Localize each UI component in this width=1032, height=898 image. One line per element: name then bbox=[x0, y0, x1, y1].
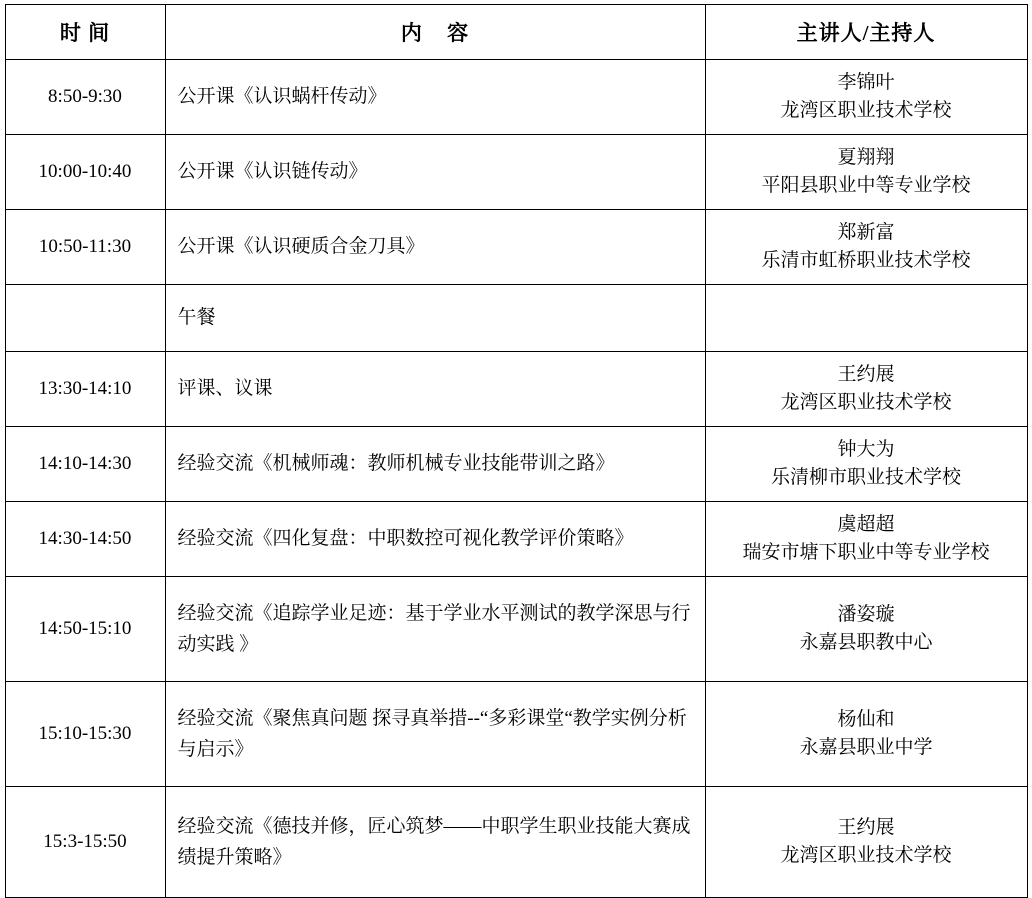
cell-time: 13:30-14:10 bbox=[5, 352, 165, 427]
cell-speaker bbox=[705, 577, 1027, 682]
table-row bbox=[5, 210, 1027, 285]
cell-time: 15:3-15:50 bbox=[5, 787, 165, 898]
column-header-time: 时 间 bbox=[5, 5, 165, 60]
column-header-speaker: 主讲人/主持人 bbox=[705, 5, 1027, 60]
cell-content: 评课、议课 bbox=[165, 352, 705, 427]
table-row bbox=[5, 60, 1027, 135]
cell-speaker bbox=[705, 210, 1027, 285]
table-header bbox=[5, 5, 1027, 60]
cell-speaker bbox=[705, 135, 1027, 210]
cell-content: 经验交流《追踪学业足迹：基于学业水平测试的教学深思与行动实践 》 bbox=[165, 577, 705, 682]
cell-time: 10:50-11:30 bbox=[5, 210, 165, 285]
cell-speaker bbox=[705, 502, 1027, 577]
speaker-org: 龙湾区职业技术学校 bbox=[780, 100, 952, 121]
speaker-name: 夏翔翔 bbox=[837, 147, 895, 169]
speaker-org: 永嘉县职教中心 bbox=[799, 632, 933, 653]
cell-speaker bbox=[705, 427, 1027, 502]
speaker-org: 龙湾区职业技术学校 bbox=[780, 392, 952, 413]
table-row bbox=[5, 135, 1027, 210]
table-row bbox=[5, 682, 1027, 787]
speaker-name: 虞超超 bbox=[837, 514, 895, 536]
table-row bbox=[5, 427, 1027, 502]
table-body bbox=[5, 60, 1027, 898]
table-row bbox=[5, 787, 1027, 898]
column-header-content: 内 容 bbox=[165, 5, 705, 60]
speaker-name: 杨仙和 bbox=[837, 709, 895, 731]
speaker-name: 王约展 bbox=[837, 817, 895, 839]
speaker-org: 平阳县职业中等专业学校 bbox=[761, 175, 971, 196]
cell-content: 经验交流《四化复盘：中职数控可视化教学评价策略》 bbox=[165, 502, 705, 577]
table-row bbox=[5, 285, 1027, 352]
cell-time: 8:50-9:30 bbox=[5, 60, 165, 135]
cell-content: 经验交流《机械师魂：教师机械专业技能带训之路》 bbox=[165, 427, 705, 502]
speaker-org: 乐清市虹桥职业技术学校 bbox=[761, 250, 971, 271]
cell-speaker bbox=[705, 682, 1027, 787]
cell-speaker bbox=[705, 352, 1027, 427]
cell-time: 10:00-10:40 bbox=[5, 135, 165, 210]
cell-content: 公开课《认识蜗杆传动》 bbox=[165, 60, 705, 135]
cell-time: 14:50-15:10 bbox=[5, 577, 165, 682]
speaker-name: 潘姿璇 bbox=[837, 604, 895, 626]
cell-content: 公开课《认识链传动》 bbox=[165, 135, 705, 210]
table-row bbox=[5, 577, 1027, 682]
speaker-name: 王约展 bbox=[837, 364, 895, 386]
table-row bbox=[5, 352, 1027, 427]
cell-content: 午餐 bbox=[165, 285, 705, 352]
cell-speaker bbox=[705, 285, 1027, 352]
header-row bbox=[5, 5, 1027, 60]
cell-time: 14:30-14:50 bbox=[5, 502, 165, 577]
cell-content: 经验交流《聚焦真问题 探寻真举措--“多彩课堂“教学实例分析与启示》 bbox=[165, 682, 705, 787]
schedule-table bbox=[5, 4, 1028, 898]
cell-content: 公开课《认识硬质合金刀具》 bbox=[165, 210, 705, 285]
cell-time bbox=[5, 285, 165, 352]
speaker-org: 乐清柳市职业技术学校 bbox=[770, 467, 961, 488]
cell-speaker bbox=[705, 787, 1027, 898]
speaker-org: 瑞安市塘下职业中等专业学校 bbox=[742, 542, 990, 563]
speaker-name: 郑新富 bbox=[837, 222, 895, 244]
speaker-name: 钟大为 bbox=[837, 439, 895, 461]
cell-time: 15:10-15:30 bbox=[5, 682, 165, 787]
cell-time: 14:10-14:30 bbox=[5, 427, 165, 502]
speaker-name: 李锦叶 bbox=[837, 72, 895, 94]
speaker-org: 龙湾区职业技术学校 bbox=[780, 845, 952, 866]
cell-speaker bbox=[705, 60, 1027, 135]
cell-content: 经验交流《德技并修，匠心筑梦——中职学生职业技能大赛成绩提升策略》 bbox=[165, 787, 705, 898]
table-row bbox=[5, 502, 1027, 577]
speaker-org: 永嘉县职业中学 bbox=[799, 737, 933, 758]
